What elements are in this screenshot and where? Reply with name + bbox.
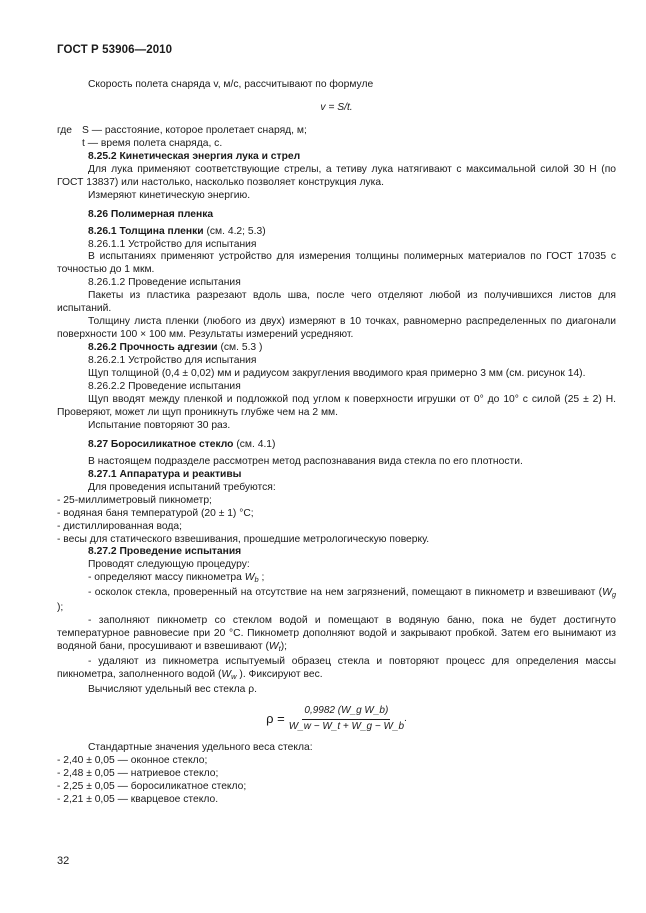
formula-fraction (289, 705, 404, 734)
device-paragraph: В испытаниях применяют устройство для измерения толщины полимерных материалов по ГОСТ 17035 с точностью до 1 мкм. (57, 251, 616, 276)
procedure-step-4 (57, 656, 616, 684)
standard-value-item: - 2,48 ± 0,05 — натриевое стекло; (57, 767, 219, 779)
calculation-paragraph: Вычисляют удельный вес стекла ρ. (88, 683, 257, 695)
section-8-26-2-title: 8.26.2 Прочность адгезии (88, 342, 218, 354)
step1-sub: b (254, 575, 259, 585)
section-8-26-1-heading (57, 226, 616, 239)
document-header: ГОСТ Р 53906—2010 (57, 44, 173, 56)
document-body (57, 79, 616, 807)
glass-intro-paragraph: В настоящем подразделе рассмотрен метод распознавания вида стекла по его плотности. (88, 455, 523, 467)
procedure-step-1 (57, 572, 616, 587)
where-label: где (57, 124, 73, 136)
step4-post: ). Фиксируют вес. (236, 669, 323, 681)
section-8-25-2-p2: Измеряют кинетическую энергию. (88, 189, 251, 201)
section-8-27-title: 8.27 Боросиликатное стекло (88, 438, 234, 450)
standard-value-item: - 2,21 ± 0,05 — кварцевое стекло. (57, 793, 219, 805)
equipment-item: - весы для статического взвешивания, прошедшие метрологическую поверку. (57, 533, 430, 545)
measure-paragraph: Толщину листа пленки (любого из двух) измеряют в 10 точках, равномерно распределенных по диагонали поверхности 100 × 100 мм. Результаты измерений усредняют. (57, 316, 616, 341)
step1-post: ; (258, 572, 265, 584)
section-8-26-2-heading (57, 342, 616, 355)
step4-text: - удаляют из пикнометра испытуемый образец стекла и повторяют процесс для определения массы пикнометра, заполненного водой ( (57, 656, 616, 681)
procedure-paragraph: Проводят следующую процедуру: (88, 559, 250, 571)
section-8-27-1-title: 8.27.1 Аппаратура и реактивы (88, 468, 242, 480)
section-8-27-2-title: 8.27.2 Проведение испытания (88, 546, 242, 558)
step3-sub: t (278, 644, 281, 654)
section-8-25-2-title: 8.25.2 Кинетическая энергия лука и стрел (88, 150, 301, 162)
insert-paragraph: Щуп вводят между пленкой и подложкой под углом к поверхности игрушки от 0° до 10° с силой (25 ± 2) Н. Проверяют, может ли щуп проникнуть глубже чем на 2 мм. (57, 393, 616, 418)
formula-end: . (404, 712, 407, 724)
step1-text: - определяют массу пикнометра (88, 572, 245, 584)
standard-values-paragraph: Стандартные значения удельного веса стекла: (88, 741, 313, 753)
step2-var: W (602, 587, 612, 599)
cut-paragraph: Пакеты из пластика разрезают вдоль шва, после чего отделяют любой из получившихся листов для испытаний. (57, 290, 616, 315)
equipment-item: - дистиллированная вода; (57, 520, 182, 532)
formula-denominator: W_w − W_t + W_g − W_b (288, 720, 405, 732)
probe-paragraph: Щуп толщиной (0,4 ± 0,02) мм и радиусом закругления вводимого края примерно 3 мм (см. рисунок 14). (88, 368, 586, 380)
standard-value-item: - 2,25 ± 0,05 — боросиликатное стекло; (57, 780, 247, 792)
section-8-26-1-2: 8.26.1.2 Проведение испытания (88, 277, 241, 289)
step3-post: ); (280, 641, 287, 653)
section-8-26-2-ref: (см. 5.3 ) (220, 342, 263, 354)
standard-value-item: - 2,40 ± 0,05 — оконное стекло; (57, 754, 208, 766)
step3-var: W (268, 641, 279, 653)
section-8-26-title: 8.26 Полимерная пленка (88, 208, 214, 220)
speed-formula: v = S/t. (320, 101, 353, 113)
section-8-26-2-1: 8.26.2.1 Устройство для испытания (88, 355, 257, 367)
equipment-item: - водяная баня температурой (20 ± 1) °С; (57, 507, 254, 519)
section-8-26-1-1: 8.26.1.1 Устройство для испытания (88, 238, 257, 250)
step2-post: ); (57, 602, 64, 614)
step4-var: W (221, 669, 232, 681)
repeat-paragraph: Испытание повторяют 30 раз. (88, 419, 231, 431)
section-8-26-1-ref: (см. 4.2; 5.3) (206, 225, 266, 237)
section-8-27-ref: (см. 4.1) (236, 438, 276, 450)
speed-paragraph: Скорость полета снаряда v, м/с, рассчитывают по формуле (88, 79, 374, 90)
section-8-26-1-title: 8.26.1 Толщина пленки (88, 225, 204, 237)
requirements-paragraph: Для проведения испытаний требуются: (88, 481, 276, 493)
section-8-27-heading (57, 439, 616, 452)
procedure-step-2 (57, 587, 616, 615)
procedure-step-3 (57, 615, 616, 656)
equipment-item: - 25-миллиметровый пикнометр; (57, 494, 212, 506)
page-number: 32 (57, 855, 70, 867)
density-formula (57, 705, 616, 734)
formula-rho: ρ = (266, 710, 285, 726)
step2-sub: g (611, 590, 616, 600)
step3-text: - заполняют пикнометр со стеклом водой и помещают в водяную баню, пока не будет достигнуто температурное равновесие при 20 °С. Пикнометр дополняют водой и закрывают пробкой. Затем его вынимают из водяной бани, просушивают и взвешивают ( (57, 615, 616, 653)
where-s (57, 125, 616, 138)
step2-text: - осколок стекла, проверенный на отсутствие на нем загрязнений, помещают в пикнометр и взвешивают ( (88, 587, 603, 599)
section-8-25-2-p1: Для лука применяют соответствующие стрелы, а тетиву лука натягивают с максимальной силой 30 Н (по ГОСТ 13837) или настолько, насколько позволяет конструкция лука. (57, 163, 616, 188)
step1-var: W (244, 572, 255, 584)
where-t: t — время полета снаряда, с. (82, 137, 223, 149)
where-s-text: S — расстояние, которое пролетает снаряд, м; (82, 124, 307, 136)
step4-sub: w (231, 672, 237, 682)
section-8-26-2-2: 8.26.2.2 Проведение испытания (88, 381, 241, 393)
formula-numerator: 0,9982 (W_g W_b) (302, 705, 390, 720)
